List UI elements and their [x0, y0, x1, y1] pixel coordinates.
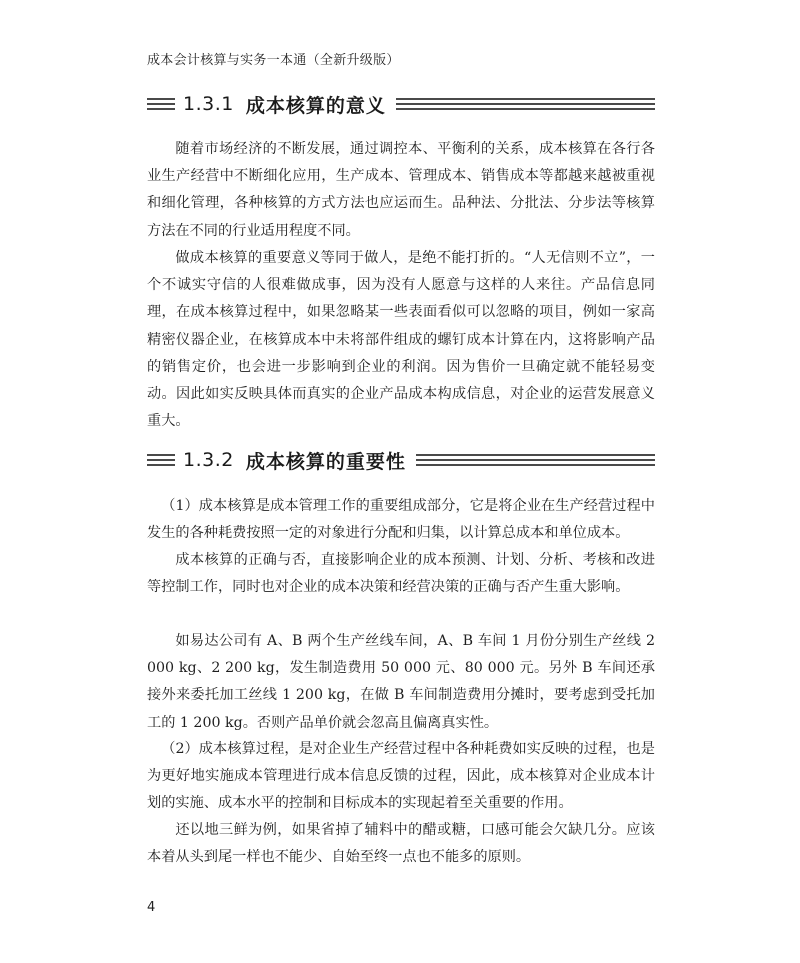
section-number: 1.3.2 [183, 449, 234, 471]
page-number: 4 [147, 900, 156, 915]
paragraph: 成本核算的正确与否，直接影响企业的成本预测、计划、分析、考核和改进等控制工作，同时也对企业的成本决策和经营决策的正确与否产生重大影响。 [147, 552, 655, 596]
section-heading-1-3-2 [147, 447, 655, 473]
heading-rule-right [416, 454, 655, 466]
paragraph: 还以地三鲜为例，如果省掉了辅料中的醋或糖，口感可能会欠缺几分。应该本着从头到尾一样也不能少、自始至终一点也不能多的原则。 [147, 822, 655, 866]
section-number: 1.3.1 [183, 93, 234, 115]
paragraph: 做成本核算的重要意义等同于做人，是绝不能打折的。“人无信则不立”，一个不诚实守信的人很难做成事，因为没有人愿意与这样的人来往。产品信息同理，在成本核算过程中，如果忽略某一些表面看似可以忽略的项目，例如一家高精密仪器企业，在核算成本中未将部件组成的螺钉成本计算在内，这将影响产品的销售定价，也会进一步影响到企业的利润。因为售价一旦确定就不能轻易变动。因此如实反映具体而真实的企业产品成本构成信息，对企业的运营发展意义重大。 [147, 250, 655, 430]
heading-rule-right [396, 98, 655, 110]
paragraph: 如易达公司有 A、B 两个生产丝线车间，A、B 车间 1 月份分别生产丝线 2 000 kg、2 200 kg，发生制造费用 50 000 元、80 000 元。另外 B 车间还承接外来委托加工丝线 1 200 kg，在做 B 车间制造费用分摊时，要考虑到受托加工的 1 200 kg。否则产品单价就会忽高且偏离真实性。 [147, 633, 655, 731]
running-header: 成本会计核算与实务一本通（全新升级版） [147, 53, 400, 68]
section-title: 成本核算的重要性 [245, 450, 406, 473]
paragraph: 随着市场经济的不断发展，通过调控本、平衡利的关系，成本核算在各行各业生产经营中不断细化应用，生产成本、管理成本、销售成本等都越来越被重视和细化管理，各种核算的方式方法也应运而生。品种法、分批法、分步法等核算方法在不同的行业适用程度不同。 [147, 141, 655, 239]
section-heading-1-3-1 [147, 91, 655, 117]
section-title: 成本核算的意义 [245, 94, 386, 117]
heading-rule-left [147, 98, 175, 110]
heading-rule-left [147, 454, 175, 466]
paragraph: （2）成本核算过程，是对企业生产经营过程中各种耗费如实反映的过程，也是为更好地实施成本管理进行成本信息反馈的过程，因此，成本核算对企业成本计划的实施、成本水平的控制和目标成本的实现起着至关重要的作用。 [147, 741, 655, 812]
paragraph: （1）成本核算是成本管理工作的重要组成部分，它是将企业在生产经营过程中发生的各种耗费按照一定的对象进行分配和归集，以计算总成本和单位成本。 [147, 498, 655, 542]
